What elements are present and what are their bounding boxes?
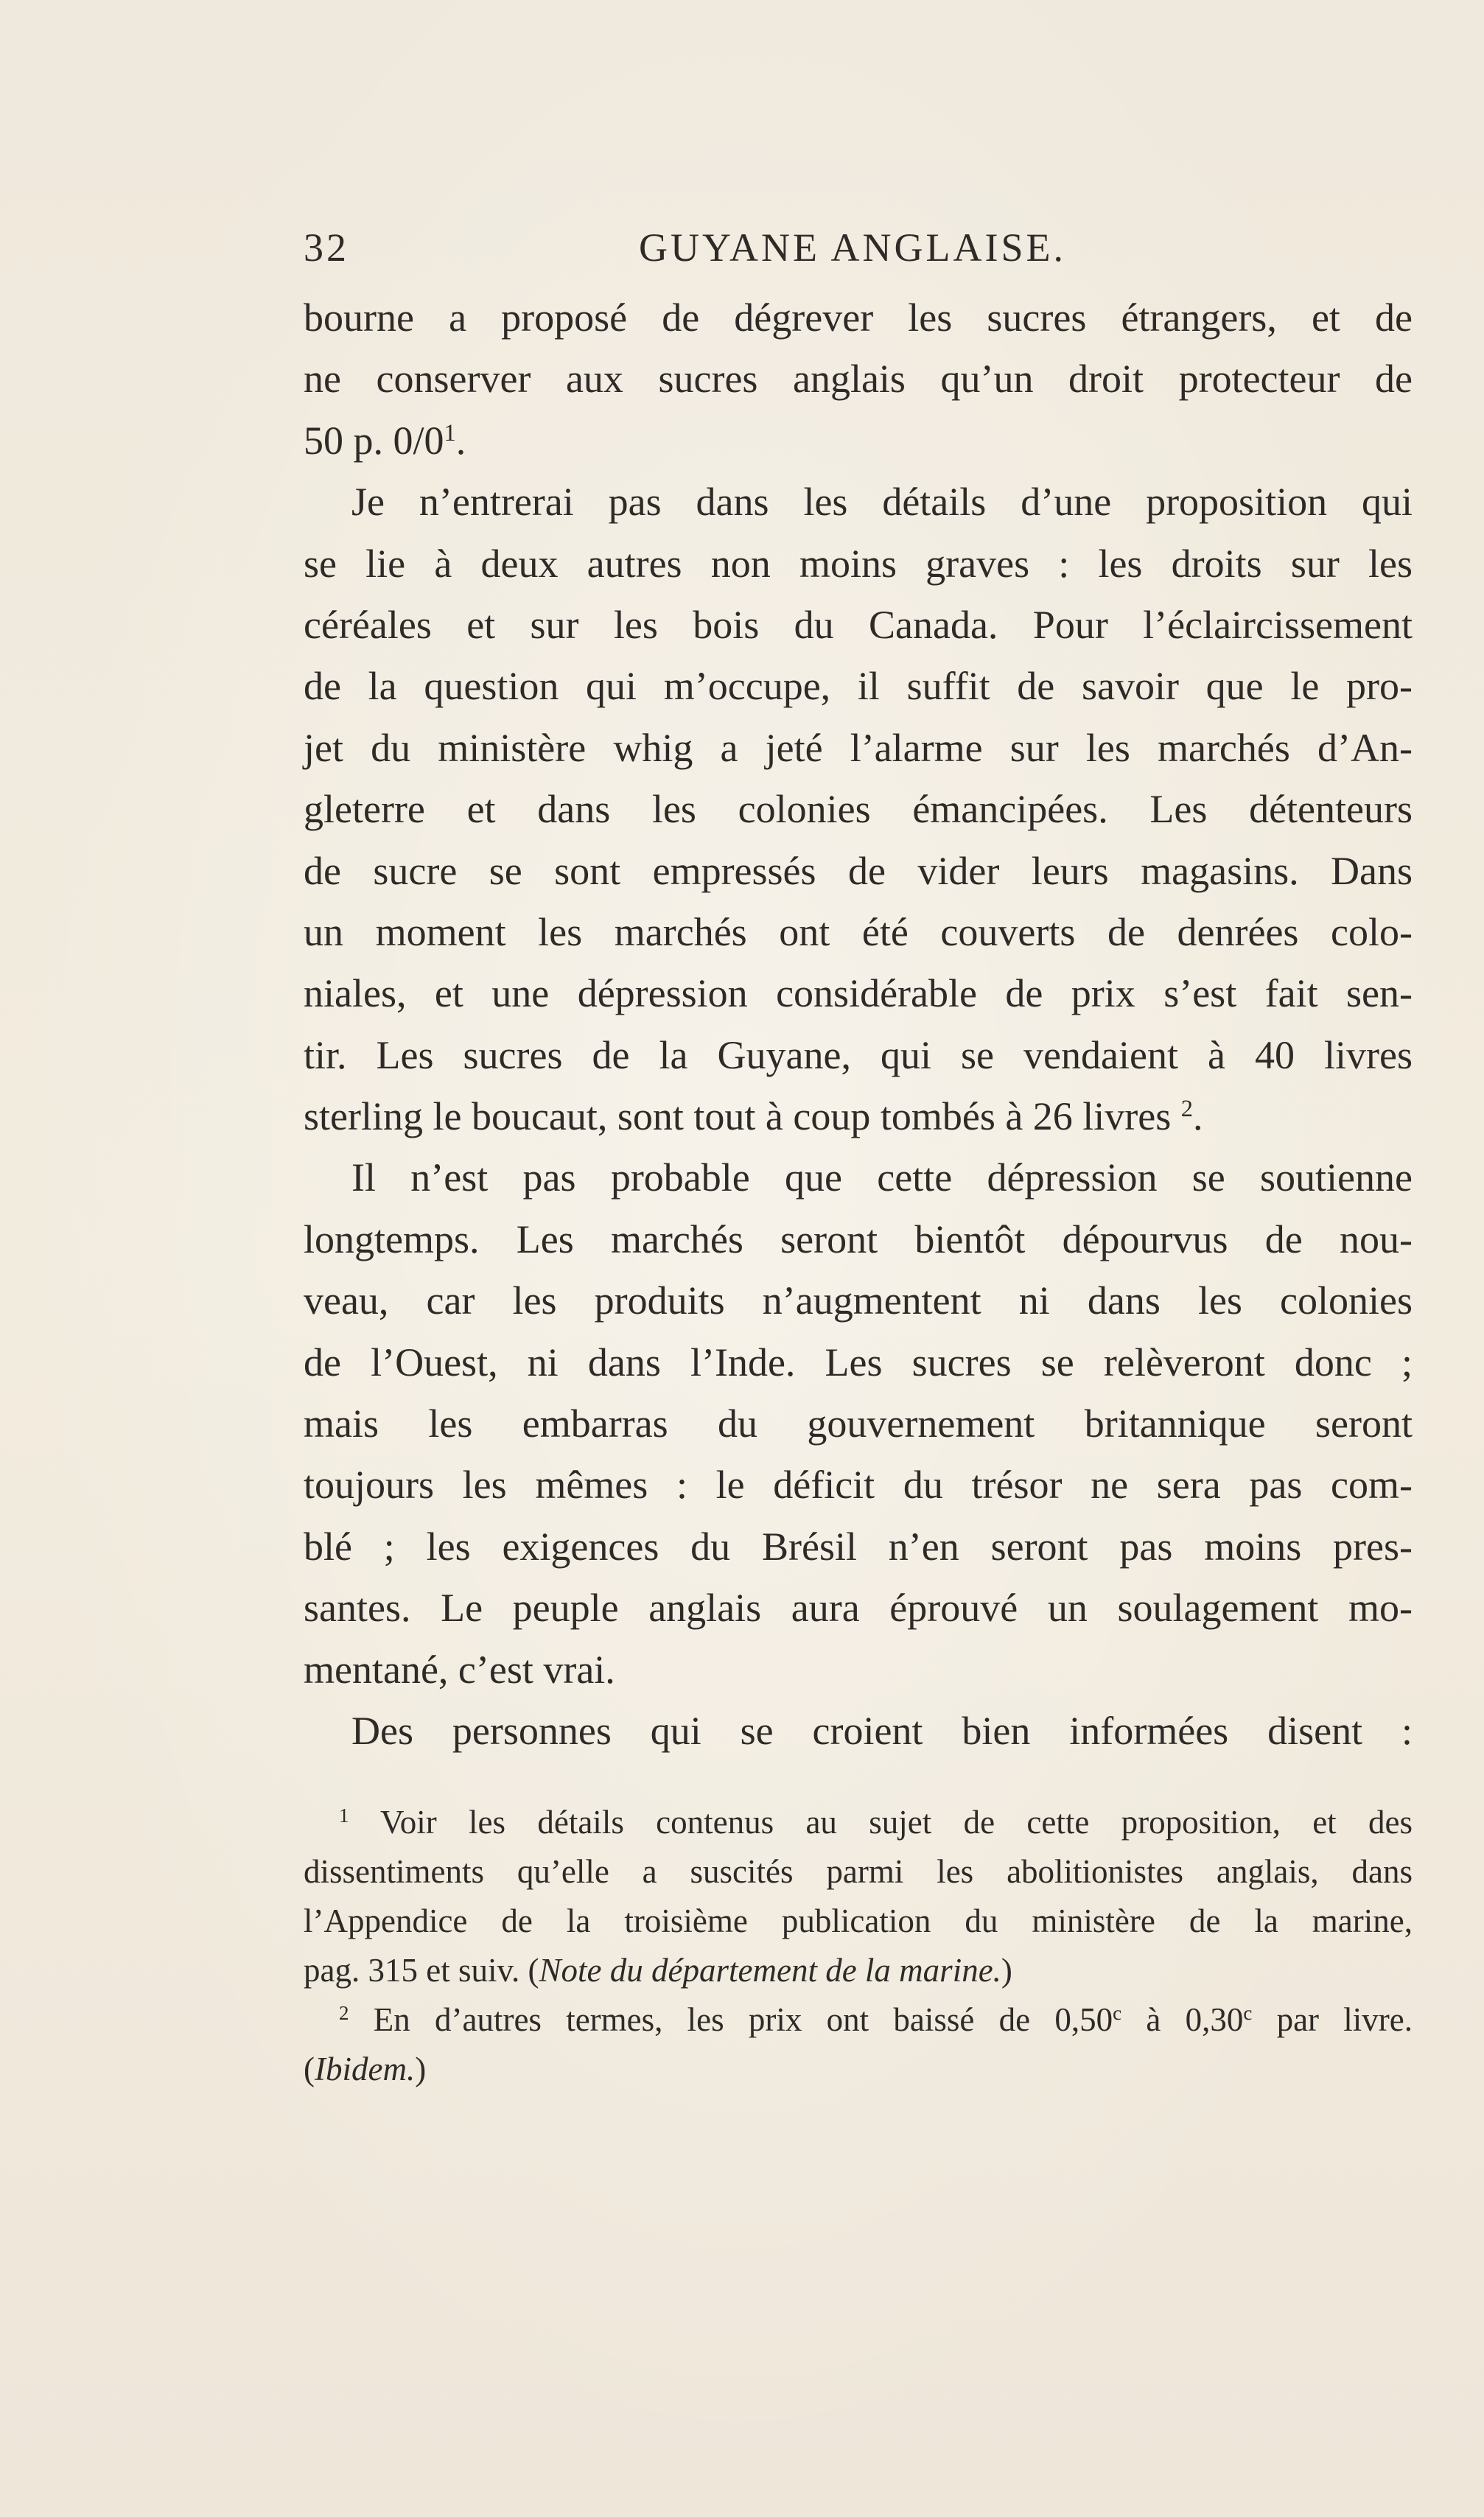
footnote-line xyxy=(304,1798,1413,1847)
page-number: 32 xyxy=(304,225,349,270)
text-line: longtemps. Les marchés seront bientôt dépourvus de nou- xyxy=(304,1217,1413,1261)
footnote-line xyxy=(304,2045,1413,2094)
footnote-text: pag. 315 et suiv. ( xyxy=(304,1952,539,1989)
text-line: santes. Le peuple anglais aura éprouvé un soulagement mo- xyxy=(304,1586,1413,1631)
text-fragment: 50 p. 0/0 xyxy=(304,418,444,463)
text-fragment: sterling le boucaut, sont tout à coup tombés à 26 livres xyxy=(304,1094,1172,1139)
text-line xyxy=(304,1086,1413,1147)
text-line: ne conserver aux sucres anglais qu’un droit protecteur de xyxy=(304,357,1413,402)
footnote-text: ) xyxy=(415,2051,427,2087)
footnote-source: Note du département de la marine. xyxy=(539,1952,1001,1989)
text-line: blé ; les exigences du Brésil n’en seront pas moins pres- xyxy=(304,1524,1413,1569)
text-line: céréales et sur les bois du Canada. Pour l’éclaircissement xyxy=(304,602,1413,647)
text-line: Des personnes qui se croient bien informées disent : xyxy=(351,1708,1413,1753)
text-line: tir. Les sucres de la Guyane, qui se vendaient à 40 livres xyxy=(304,1032,1413,1077)
superscript: c xyxy=(1113,2002,1122,2025)
footnote-reference: 1 xyxy=(444,419,456,447)
footnote-reference: 2 xyxy=(1180,1096,1193,1123)
text-line: mentané, c’est vrai. xyxy=(304,1647,615,1692)
footnote-marker: 1 xyxy=(339,1804,349,1827)
footnote-line: dissentiments qu’elle a suscités parmi les abolitionistes anglais, dans xyxy=(304,1853,1413,1890)
footnote-line: l’Appendice de la troisième publication du ministère de la marine, xyxy=(304,1902,1413,1939)
footnote-source: Ibidem. xyxy=(315,2051,416,2087)
footnote-text: ) xyxy=(1001,1952,1012,1989)
running-title: GUYANE ANGLAISE. xyxy=(639,225,1066,270)
text-line: de la question qui m’occupe, il suffit de savoir que le pro- xyxy=(304,664,1413,709)
page-header xyxy=(304,225,1409,276)
footnote-text: En d’autres termes, les prix ont baissé de 0,50 xyxy=(373,2001,1113,2038)
footnote-text: à 0,30 xyxy=(1121,2001,1244,2038)
text-line: se lie à deux autres non moins graves : les droits sur les xyxy=(304,541,1413,586)
text-line: Je n’entrerai pas dans les détails d’une proposition qui xyxy=(351,480,1413,525)
footnote-text: par livre. xyxy=(1252,2001,1413,2038)
footnote-marker: 2 xyxy=(339,2002,349,2025)
text-line: veau, car les produits n’augmentent ni dans les colonies xyxy=(304,1278,1413,1323)
text-line: niales, et une dépression considérable de prix s’est fait sen- xyxy=(304,971,1413,1016)
text-line: mais les embarras du gouvernement britannique seront xyxy=(304,1401,1413,1446)
superscript: c xyxy=(1243,2002,1253,2025)
footnote-text: ( xyxy=(304,2051,315,2087)
text-line: jet du ministère whig a jeté l’alarme sur les marchés d’An- xyxy=(304,725,1413,770)
text-line xyxy=(304,410,1413,472)
footnote-line xyxy=(304,1995,1413,2045)
text-line: de sucre se sont empressés de vider leurs magasins. Dans xyxy=(304,848,1413,893)
text-fragment: . xyxy=(455,418,466,463)
body-text xyxy=(304,287,1413,1762)
footnotes xyxy=(304,1798,1413,2094)
footnote-line xyxy=(304,1946,1413,1995)
text-line: de l’Ouest, ni dans l’Inde. Les sucres se relèveront donc ; xyxy=(304,1340,1413,1384)
text-line: un moment les marchés ont été couverts de denrées colo- xyxy=(304,909,1413,954)
text-line: bourne a proposé de dégrever les sucres étrangers, et de xyxy=(304,295,1413,340)
text-line: gleterre et dans les colonies émancipées. Les détenteurs xyxy=(304,787,1413,832)
text-fragment: . xyxy=(1192,1094,1203,1139)
text-line: Il n’est pas probable que cette dépression se soutienne xyxy=(351,1155,1413,1200)
text-line: toujours les mêmes : le déficit du trésor ne sera pas com- xyxy=(304,1463,1413,1508)
footnote-text: Voir les détails contenus au sujet de cette proposition, et des xyxy=(380,1804,1413,1841)
